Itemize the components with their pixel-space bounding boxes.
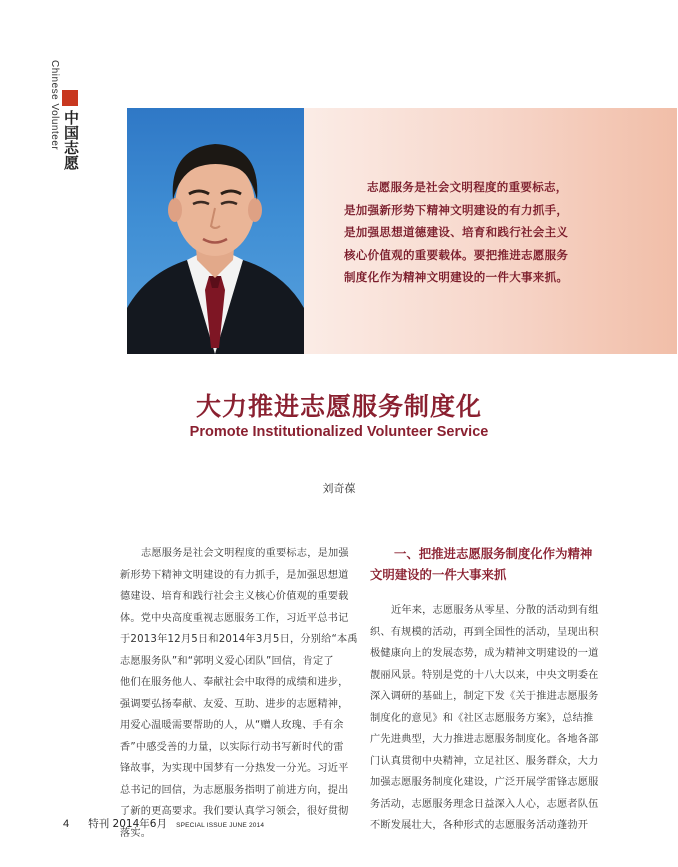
- paragraph-line: 落实。: [120, 827, 152, 839]
- paragraph-line: 靓丽风景。特别是党的十八大以来，中央文明委在: [370, 669, 599, 681]
- quote-line: 制度化作为精神文明建设的一件大事来抓。: [344, 270, 569, 284]
- paragraph-line: 强调要弘扬奉献、友爱、互助、进步的志愿精神，: [120, 698, 349, 710]
- issue-label-chinese: 特刊 2014年6月: [88, 818, 167, 830]
- paragraph-line: 志愿服务队”和“郭明义爱心团队”回信，肯定了: [120, 655, 334, 667]
- section-heading-line: 一、把推进志愿服务制度化作为精神: [394, 546, 593, 561]
- hero-quote: [344, 176, 664, 289]
- paragraph-line: 总书记的回信，为志愿服务指明了前进方向，提出: [120, 784, 349, 796]
- paragraph-line: 他们在服务他人、奉献社会中取得的成绩和进步，: [120, 677, 349, 688]
- paragraph-line: 德建设、培育和践行社会主义核心价值观的重要载: [120, 591, 349, 602]
- article-author: 刘奇葆: [322, 482, 356, 495]
- paragraph-line: 新形势下精神文明建设的有力抓手，是加强思想道: [120, 569, 349, 581]
- page-number: 4: [63, 818, 70, 830]
- paragraph-line: 不断发展壮大，各种形式的志愿服务活动蓬勃开: [370, 820, 589, 831]
- body-column-right: [370, 543, 610, 837]
- paragraph-line: 志愿服务是社会文明程度的重要标志，是加强: [141, 548, 349, 559]
- paragraph-line: 加强志愿服务制度化建设，广泛开展学雷锋志愿服: [370, 777, 599, 788]
- paragraph-line: 广先进典型，大力推进志愿服务制度化。各地各部: [370, 734, 599, 745]
- paragraph-line: 了新的更高要求。我们要认真学习领会，很好贯彻: [120, 806, 349, 817]
- brand-mark: [44, 60, 84, 170]
- paragraph-line: 锋故事，为实现中国梦有一分热发一分光。习近平: [120, 763, 349, 774]
- paragraph-line: 务活动，志愿服务理念日益深入人心，志愿者队伍: [370, 798, 599, 810]
- paragraph-line: 体。党中央高度重视志愿服务工作，习近平总书记: [120, 612, 349, 624]
- paragraph-line: 于2013年12月5日和2014年3月5日，分别给“本禹: [120, 634, 358, 645]
- page-footer: [63, 812, 264, 828]
- section-heading-line: 文明建设的一件大事来抓: [370, 567, 507, 582]
- portrait-illustration: [127, 108, 304, 354]
- section-heading: [370, 543, 610, 585]
- quote-line: 是加强新形势下精神文明建设的有力抓手，: [344, 202, 569, 217]
- paragraph-line: 制度化的意见》和《社区志愿服务方案》，总结推: [370, 712, 594, 724]
- quote-line: 是加强思想道德建设、培育和践行社会主义: [344, 225, 569, 239]
- article-title-english: Promote Institutionalized Volunteer Service: [189, 424, 489, 440]
- body-column-left: [120, 543, 360, 844]
- brand-calligraphy-logo: 中国志愿: [62, 110, 80, 170]
- paragraph-line: 香”中感受善的力量，以实际行动书写新时代的雷: [120, 741, 344, 753]
- brand-seal-stamp: [62, 90, 78, 106]
- brand-english-name: Chinese Volunteer: [49, 60, 60, 151]
- hero-quote-panel: [304, 108, 677, 354]
- quote-line: 志愿服务是社会文明程度的重要标志，: [367, 180, 568, 194]
- paragraph-line: 近年来，志愿服务从零星、分散的活动到有组: [391, 605, 599, 616]
- quote-line: 核心价值观的重要载体。要把推进志愿服务: [344, 247, 569, 262]
- hero-banner: [127, 108, 677, 354]
- issue-label-english: SPECIAL ISSUE JUNE 2014: [176, 822, 265, 829]
- author-portrait: [127, 108, 304, 354]
- paragraph-line: 极健康向上的发展态势，成为精神文明建设的一道: [370, 648, 599, 659]
- paragraph-line: 深入调研的基础上，制定下发《关于推进志愿服务: [370, 691, 599, 702]
- article-title-chinese: 大力推进志愿服务制度化: [195, 392, 482, 421]
- paragraph-line: 织、有规模的活动，再到全国性的活动，呈现出积: [370, 626, 599, 638]
- paragraph-line: 门认真贯彻中央精神，立足社区、服务群众，大力: [370, 755, 599, 767]
- paragraph-line: 用爱心温暖需要帮助的人，从“赠人玫瑰、手有余: [120, 720, 344, 731]
